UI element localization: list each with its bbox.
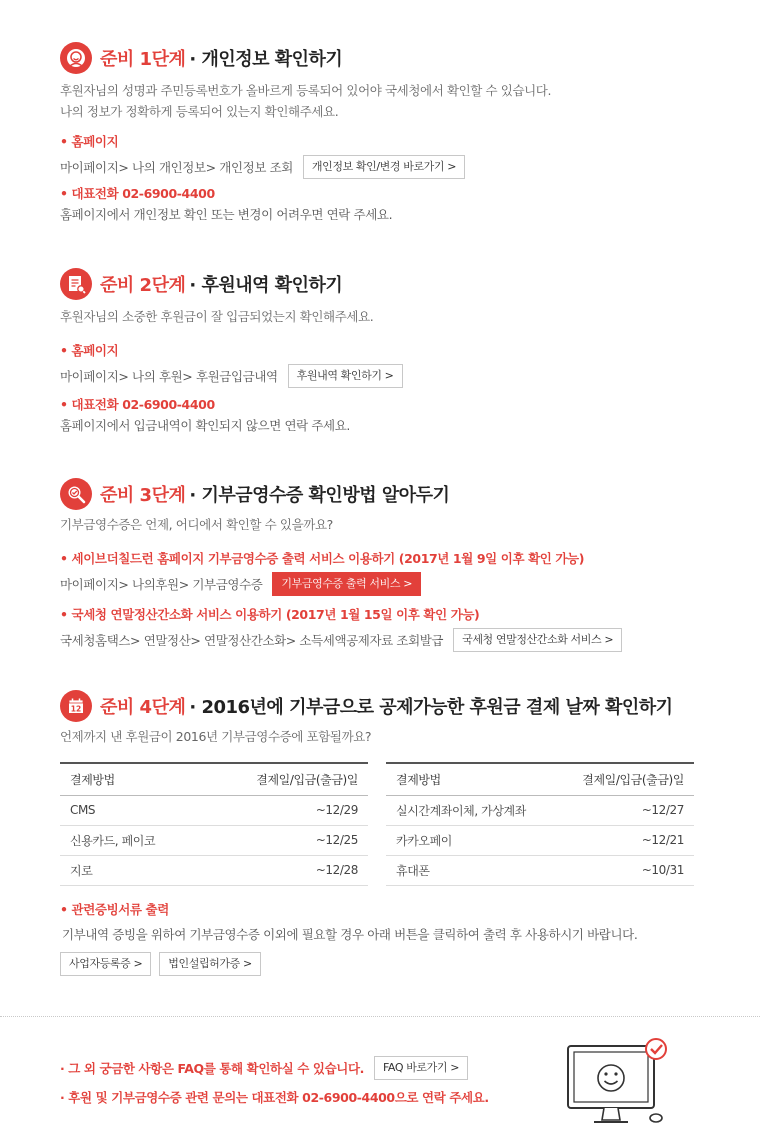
row-date: ~12/29 [203, 795, 368, 825]
step4-section [60, 690, 700, 747]
step2-phone-desc: 홈페이지에서 입금내역이 확인되지 않으면 연락 주세요. [60, 418, 350, 433]
row-method: CMS [60, 795, 203, 825]
table-row [60, 825, 368, 855]
step3-section [60, 478, 700, 653]
section-divider [0, 1016, 760, 1017]
step3-header [60, 478, 700, 510]
col-date-left: 결제일/입금(출금)일 [203, 763, 368, 795]
person-icon [60, 42, 92, 74]
step3-service1-path: 마이페이지> 나의후원> 기부금영수증 [60, 577, 263, 592]
step2-section [60, 268, 700, 437]
step3-number: 준비 3단계 [100, 485, 186, 506]
row-date: ~12/28 [203, 855, 368, 885]
docs-section [60, 900, 700, 976]
step1-desc1: 후원자님의 성명과 주민등록번호가 올바르게 등록되어 있어야 국세청에서 확인할 수 있습니다. [60, 83, 552, 98]
col-method-left: 결제방법 [60, 763, 203, 795]
business-registration-button[interactable]: 사업자등록증 > [60, 952, 151, 976]
step1-title: · 개인정보 확인하기 [189, 49, 343, 70]
faq-button[interactable]: FAQ 바로가기 > [374, 1056, 468, 1080]
step1-number: 준비 1단계 [100, 49, 186, 70]
step1-homepage-label: • 홈페이지 [60, 134, 119, 149]
table-row [60, 795, 368, 825]
faq-line [60, 1056, 468, 1080]
table-row [60, 855, 368, 885]
faq-text: · 그 외 궁금한 사항은 FAQ를 통해 확인하실 수 있습니다. [60, 1061, 364, 1076]
step2-homepage-path: 마이페이지> 나의 후원> 후원금입금내역 [60, 369, 278, 384]
step4-title: · 2016년에 기부금으로 공제가능한 후원금 결제 날짜 확인하기 [189, 697, 673, 718]
step4-header [60, 690, 700, 722]
corp-permit-button[interactable]: 법인설립허가증 > [159, 952, 261, 976]
table-row [386, 825, 694, 855]
step4-number: 준비 4단계 [100, 697, 186, 718]
step2-phone-label: • 대표전화 02-6900-4400 [60, 397, 215, 412]
receipt-icon [60, 268, 92, 300]
step2-number: 준비 2단계 [100, 275, 186, 296]
step1-header [60, 42, 700, 74]
step1-section [60, 42, 700, 226]
step3-title: · 기부금영수증 확인방법 알아두기 [189, 485, 450, 506]
row-date: ~12/25 [203, 825, 368, 855]
monitor-icon [560, 1036, 676, 1128]
step1-homepage-path: 마이페이지> 나의 개인정보> 개인정보 조회 [60, 160, 293, 175]
contact-line [60, 1088, 489, 1106]
step3-service2-path: 국세청홈택스> 연말정산> 연말정산간소화> 소득세액공제자료 조회발급 [60, 633, 444, 648]
table-row [386, 795, 694, 825]
calendar-icon [60, 690, 92, 722]
row-date: ~12/27 [556, 795, 694, 825]
magnifier-icon [60, 478, 92, 510]
calendar-icon-text: 12 [70, 704, 82, 714]
step1-desc2: 나의 정보가 정확하게 등록되어 있는지 확인해주세요. [60, 104, 339, 119]
step3-service2-label: • 국세청 연말정산간소화 서비스 이용하기 (2017년 1월 15일 이후 확인 가능) [60, 607, 480, 622]
step2-desc: 후원자님의 소중한 후원금이 잘 입금되었는지 확인해주세요. [60, 309, 374, 324]
step4-desc: 언제까지 낸 후원금이 2016년 기부금영수증에 포함될까요? [60, 729, 372, 744]
docs-label: • 관련증빙서류 출력 [60, 902, 169, 917]
step1-phone-desc: 홈페이지에서 개인정보 확인 또는 변경이 어려우면 연락 주세요. [60, 207, 393, 222]
row-date: ~10/31 [556, 855, 694, 885]
payment-table-right [386, 762, 694, 886]
row-method: 신용카드, 페이코 [60, 825, 203, 855]
contact-text: · 후원 및 기부금영수증 관련 문의는 대표전화 02-6900-4400으로 연락 주세요. [60, 1090, 489, 1105]
row-method: 카카오페이 [386, 825, 556, 855]
step3-desc: 기부금영수증은 언제, 어디에서 확인할 수 있을까요? [60, 517, 333, 532]
step3-service1-label: • 세이브더칠드런 홈페이지 기부금영수증 출력 서비스 이용하기 (2017년 1월 9일 이후 확인 가능) [60, 551, 585, 566]
table-row [386, 855, 694, 885]
row-method: 실시간계좌이체, 가상계좌 [386, 795, 556, 825]
receipt-print-button[interactable]: 기부금영수증 출력 서비스 > [272, 572, 421, 596]
nts-service-button[interactable]: 국세청 연말정산간소화 서비스 > [453, 628, 622, 652]
payment-table-left [60, 762, 368, 886]
col-method-right: 결제방법 [386, 763, 556, 795]
docs-desc: 기부내역 증빙을 위하여 기부금영수증 이외에 필요할 경우 아래 버튼을 클릭하여 출력 후 사용하시기 바랍니다. [62, 927, 638, 942]
step1-phone-label: • 대표전화 02-6900-4400 [60, 186, 215, 201]
col-date-right: 결제일/입금(출금)일 [556, 763, 694, 795]
step2-homepage-label: • 홈페이지 [60, 343, 119, 358]
row-method: 지로 [60, 855, 203, 885]
row-date: ~12/21 [556, 825, 694, 855]
step2-header [60, 268, 700, 300]
donation-history-button[interactable]: 후원내역 확인하기 > [288, 364, 403, 388]
personal-info-button[interactable]: 개인정보 확인/변경 바로가기 > [303, 155, 465, 179]
row-method: 휴대폰 [386, 855, 556, 885]
step2-title: · 후원내역 확인하기 [189, 275, 343, 296]
